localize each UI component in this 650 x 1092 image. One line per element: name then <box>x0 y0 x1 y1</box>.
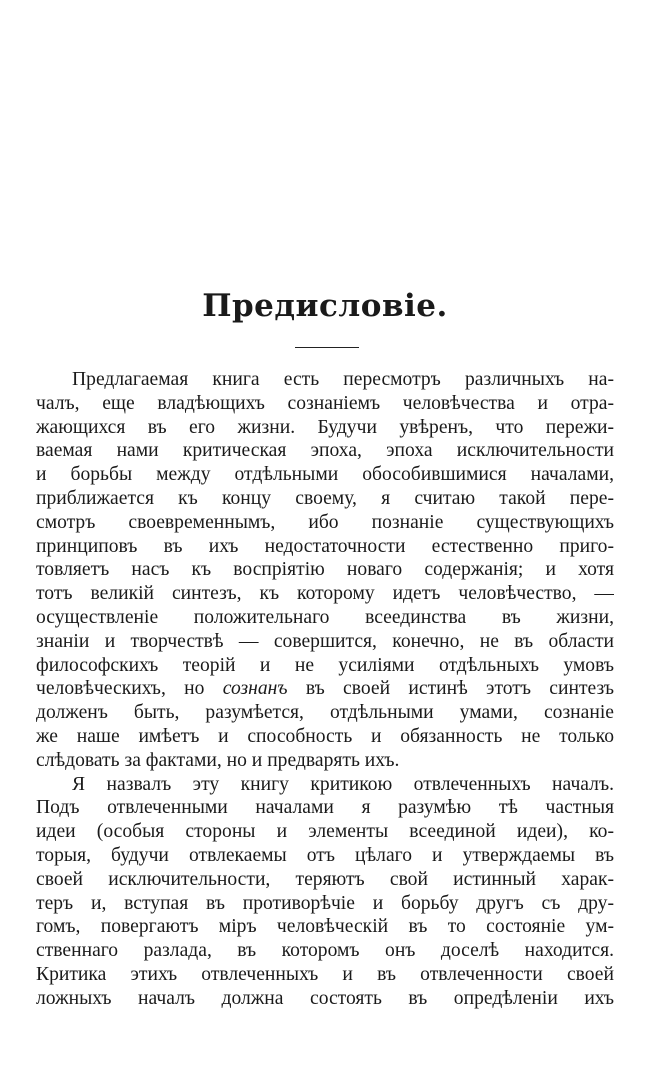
text-line: принциповъ въ ихъ недостаточности естественно приго- <box>36 535 614 557</box>
text-line: долженъ быть, разумѣется, отдѣльными умами, сознаніе <box>36 702 614 724</box>
text-line: жающихся въ его жизни. Будучи увѣренъ, что пережи- <box>36 416 614 438</box>
text-line-with-emphasis: человѣческихъ, но сознанъ въ своей истинѣ этотъ синтезъ <box>36 678 614 700</box>
text-line: чалъ, еще владѣющихъ сознаніемъ человѣчества и отра- <box>36 392 614 414</box>
emphasized-word: сознанъ <box>222 678 288 700</box>
body-text <box>36 368 614 1011</box>
text-line: Я назвалъ эту книгу критикою отвлеченныхъ началъ. <box>72 773 614 795</box>
text-line: Предлагаемая книга есть пересмотръ различныхъ на- <box>72 369 614 390</box>
text-line: тотъ великій синтезъ, къ которому идетъ человѣчество, — <box>36 583 614 605</box>
text-line: ложныхъ началъ должна состоять въ опредѣленіи ихъ <box>36 987 614 1009</box>
text-line: приближается къ концу своему, я считаю такой пере- <box>36 487 614 509</box>
title-divider <box>295 347 359 348</box>
text-line: ваемая нами критическая эпоха, эпоха исключительности <box>36 440 614 462</box>
text-line: слѣдовать за фактами, но и предварять ихъ. <box>36 749 400 771</box>
paragraph-2 <box>36 773 614 1011</box>
text-line: смотръ своевременнымъ, ибо познаніе существующихъ <box>36 511 614 533</box>
text-line: Критика этихъ отвлеченныхъ и въ отвлеченности своей <box>36 963 614 985</box>
text-line: товляетъ насъ къ воспріятію новаго содержанія; и хотя <box>36 559 614 581</box>
paragraph-1 <box>36 368 614 773</box>
text-line: же наше имѣетъ и способность и обязанность не только <box>36 725 614 747</box>
page-title: Предисловіе. <box>202 288 448 324</box>
text-line: своей исключительности, теряютъ свой истинный харак- <box>36 868 614 890</box>
text-line: гомъ, повергаютъ міръ человѣческій въ то состояніе ум- <box>36 916 614 938</box>
text-line: идеи (особыя стороны и элементы всеединой идеи), ко- <box>36 821 614 843</box>
text-line: и борьбы между отдѣльными обособившимися началами, <box>36 464 614 486</box>
text-line: ственнаго разлада, въ которомъ онъ доселѣ находится. <box>36 940 614 962</box>
text-line: торыя, будучи отвлекаемы отъ цѣлаго и утверждаемы въ <box>36 844 614 866</box>
text-line: Подъ отвлеченными началами я разумѣю тѣ частныя <box>36 797 614 819</box>
text-line: теръ и, вступая въ противорѣчіе и борьбу другъ съ дру- <box>36 892 614 914</box>
text-line: философскихъ теорій и не усиліями отдѣльныхъ умовъ <box>36 654 614 676</box>
text-line: знаніи и творчествѣ — совершится, конечно, не въ области <box>36 630 614 652</box>
text-line: осуществленіе положительнаго всеединства въ жизни, <box>36 606 614 628</box>
